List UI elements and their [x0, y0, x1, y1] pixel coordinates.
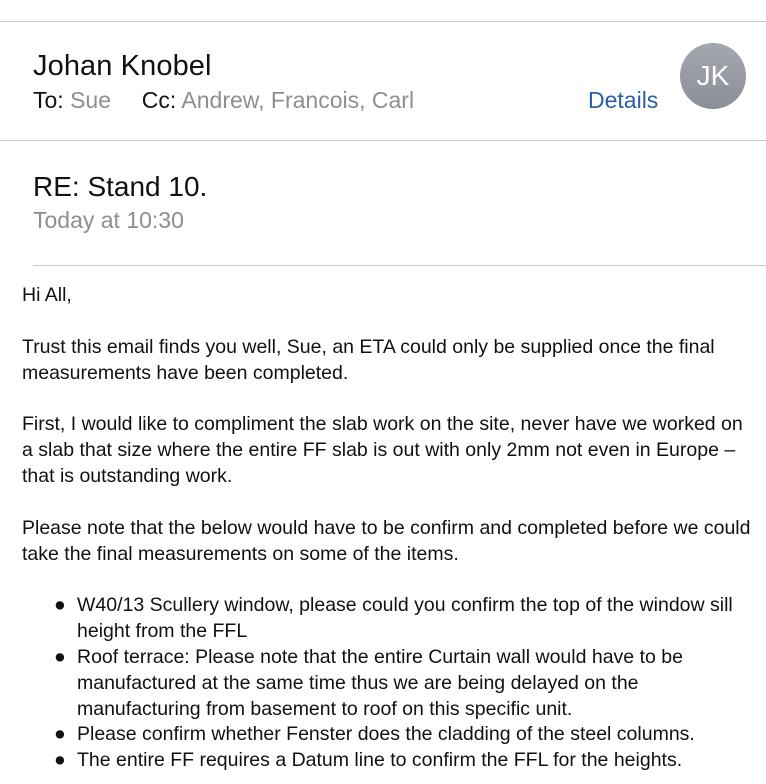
greeting: Hi All, [22, 284, 72, 306]
message-body [22, 283, 752, 774]
recipients-line [33, 87, 414, 114]
bullet-icon: ● [54, 594, 66, 617]
bullet-list [22, 593, 752, 774]
message-timestamp: Today at 10:30 [33, 207, 184, 233]
body-paragraph-3: Please note that the below would have to be confirm and completed before we could take the final measurements on some of the items. [22, 516, 751, 565]
message-header [0, 22, 766, 141]
list-item: ● Roof terrace: Please note that the entire Curtain wall would have to be manufactured at the same time thus we are being delayed on the manufacturing from basement to roof on this specific unit. [54, 645, 683, 720]
bullet-icon: ● [54, 645, 66, 668]
body-paragraph-1: Trust this email finds you well, Sue, an ETA could only be supplied once the final measurements have been completed. [22, 335, 715, 384]
list-item: ● The entire FF requires a Datum line to confirm the FFL for the heights. [77, 748, 752, 774]
list-item: ● W40/13 Scullery window, please could you confirm the top of the window sill height from the FFL [54, 594, 733, 643]
to-recipients[interactable]: Sue [70, 87, 112, 113]
body-paragraph-2: First, I would like to compliment the slab work on the site, never have we worked on a slab that size where the entire FF slab is out with only 2mm not even in Europe – that is outstanding work. [22, 413, 743, 487]
bullet-icon: ● [54, 723, 66, 746]
to-label: To: [33, 87, 64, 113]
cc-recipients[interactable]: Andrew, Francois, Carl [181, 87, 415, 113]
subject-block [33, 141, 766, 266]
top-divider [0, 0, 766, 22]
list-item: ● Please confirm whether Fenster does the cladding of the steel columns. [77, 722, 752, 748]
message-subject: RE: Stand 10. [33, 171, 208, 202]
bullet-icon: ● [54, 749, 66, 772]
sender-name[interactable]: Johan Knobel [33, 50, 212, 82]
cc-label: Cc: [141, 87, 177, 113]
details-link[interactable]: Details [588, 87, 659, 113]
sender-avatar[interactable]: JK [680, 43, 746, 109]
